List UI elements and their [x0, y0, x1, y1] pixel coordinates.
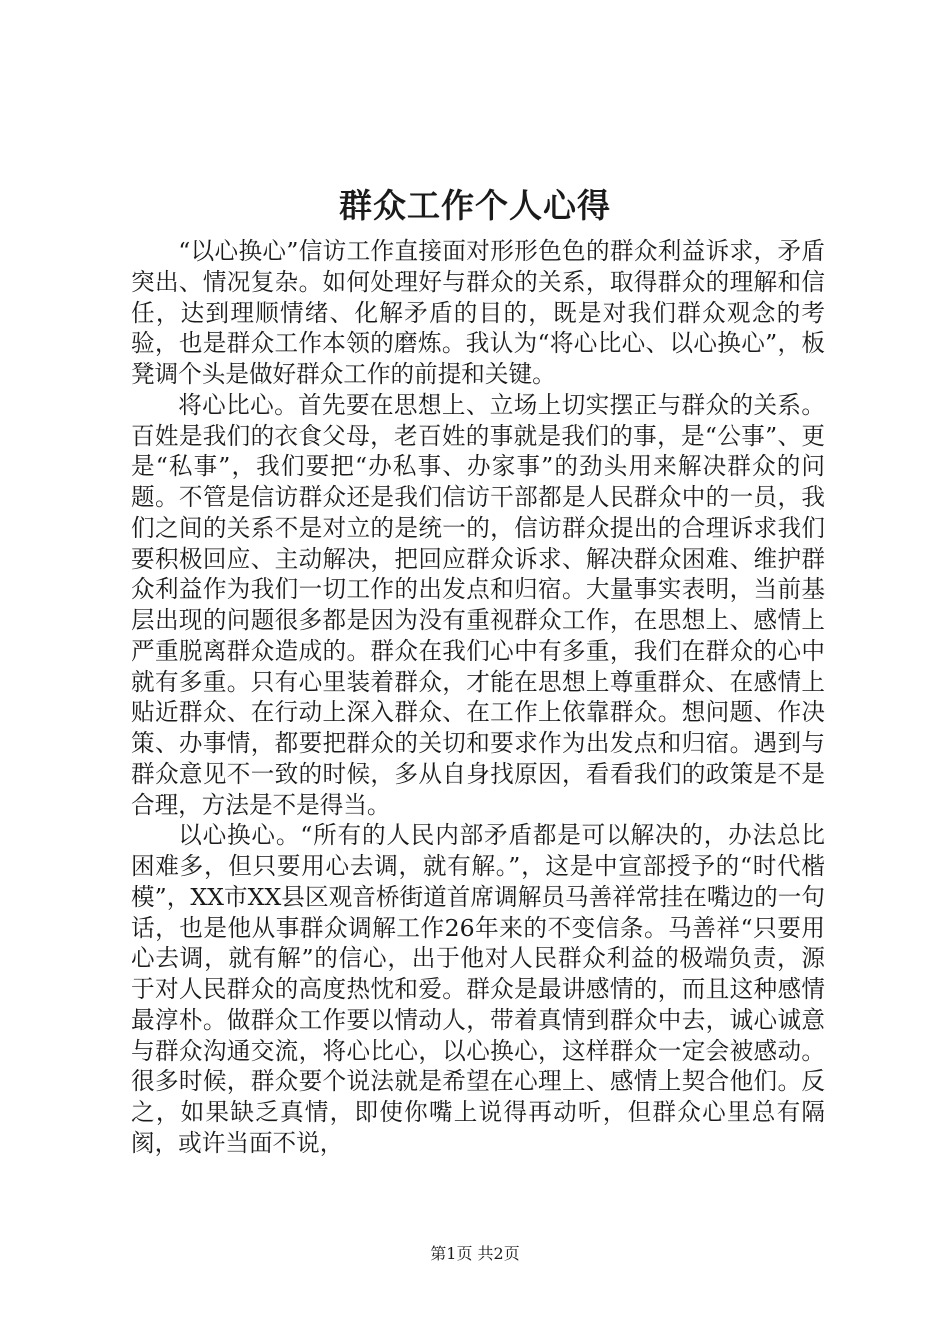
page-number: 第1页 共2页 [430, 1244, 520, 1263]
paragraph-heart-for-heart: 以心换心。“所有的人民内部矛盾都是可以解决的，办法总比困难多，但只要用心去调，就有解。”，这是中宣部授予的“时代楷模”，XX市XX县区观音桥街道首席调解员马善祥常挂在嘴边的一句话，也是他从事群众调解工作26年来的不变信条。马善祥“只要用心去调，就有解”的信心，出于他对人民群众利益的极端负责，源于对人民群众的高度热忱和爱。群众是最讲感情的，而且这种感情最淳朴。做群众工作要以情动人，带着真情到群众中去，诚心诚意与群众沟通交流，将心比心，以心换心，这样群众一定会被感动。很多时候，群众要个说法就是希望在心理上、感情上契合他们。反之，如果缺乏真情，即使你嘴上说得再动听，但群众心里总有隔阂，或许当面不说， [131, 821, 825, 1157]
paragraph-empathy: 将心比心。首先要在思想上、立场上切实摆正与群众的关系。百姓是我们的衣食父母，老百姓的事就是我们的事，是“公事”、更是“私事”，我们要把“办私事、办家事”的劲头用来解决群众的问题。不管是信访群众还是我们信访干部都是人民群众中的一员，我们之间的关系不是对立的是统一的，信访群众提出的合理诉求我们要积极回应、主动解决，把回应群众诉求、解决群众困难、维护群众利益作为我们一切工作的出发点和归宿。大量事实表明，当前基层出现的问题很多都是因为没有重视群众工作，在思想上、感情上严重脱离群众造成的。群众在我们心中有多重，我们在群众的心中就有多重。只有心里装着群众，才能在思想上尊重群众、在感情上贴近群众、在行动上深入群众、在工作上依靠群众。想问题、作决策、办事情，都要把群众的关切和要求作为出发点和归宿。遇到与群众意见不一致的时候，多从自身找原因，看看我们的政策是不是合理，方法是不是得当。 [131, 390, 825, 819]
document-body [131, 236, 825, 1159]
document-title: 群众工作个人心得 [339, 186, 611, 225]
paragraph-intro: “以心换心”信访工作直接面对形形色色的群众利益诉求，矛盾突出、情况复杂。如何处理好与群众的关系，取得群众的理解和信任，达到理顺情绪、化解矛盾的目的，既是对我们群众观念的考验，也是群众工作本领的磨炼。我认为“将心比心、以心换心”，板凳调个头是做好群众工作的前提和关键。 [131, 237, 825, 388]
